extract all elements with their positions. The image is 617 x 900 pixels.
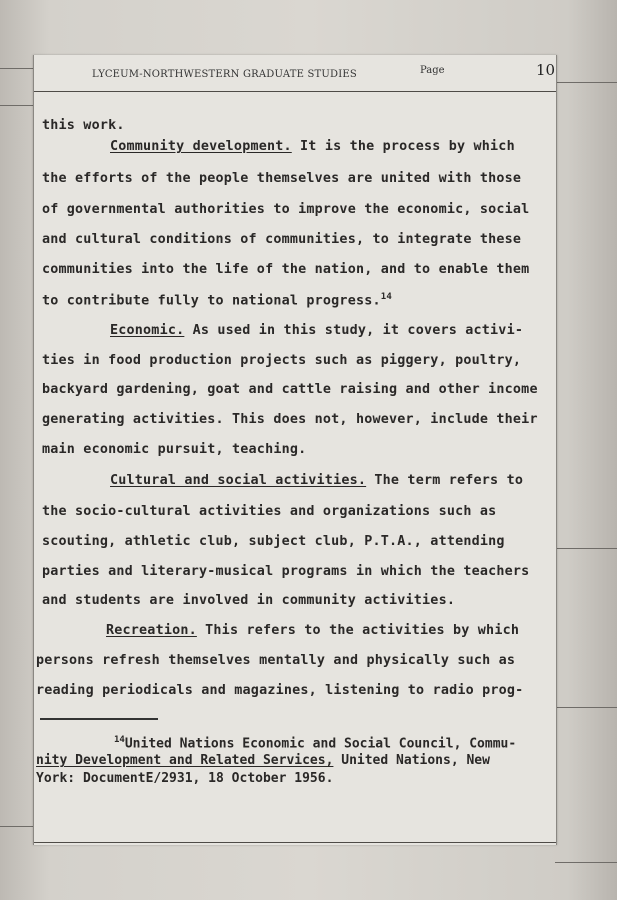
term-heading: Economic.	[110, 323, 185, 338]
header-rule	[34, 91, 556, 92]
body-line: the efforts of the people themselves are united with those	[42, 171, 522, 186]
body-text: to contribute fully to national progress.	[42, 293, 381, 309]
page-number: 10	[536, 61, 556, 79]
margin-line	[555, 548, 617, 549]
body-line: communities into the life of the nation, and to enable them	[42, 262, 530, 277]
footnote-text: United Nations Economic and Social Council, Commu-	[124, 736, 517, 752]
body-line: backyard gardening, goat and cattle raising and other income	[42, 382, 538, 397]
body-line: scouting, athletic club, subject club, P.T.A., attending	[42, 534, 505, 549]
body-line: main economic pursuit, teaching.	[42, 442, 307, 457]
margin-line	[0, 68, 33, 69]
term-heading: Recreation.	[106, 623, 197, 638]
body-line	[106, 623, 519, 638]
margin-line	[555, 82, 617, 83]
term-heading: Community development.	[110, 139, 292, 154]
footnote-mark: 14	[114, 735, 125, 745]
footnote-text: United Nations, New	[333, 753, 490, 768]
body-text: This refers to the activities by which	[196, 623, 520, 638]
body-text: It is the process by which	[291, 139, 515, 154]
footnote-separator	[40, 718, 158, 720]
header-title: LYCEUM-NORTHWESTERN GRADUATE STUDIES	[92, 69, 357, 80]
footnote-title: nity Development and Related Services,	[36, 753, 334, 768]
footnote-reference: 14	[380, 292, 392, 302]
body-line	[42, 292, 392, 308]
body-text: The term refers to	[366, 473, 524, 488]
margin-line	[555, 707, 617, 708]
body-line: of governmental authorities to improve the economic, social	[42, 202, 530, 217]
body-line: parties and literary-musical programs in which the teachers	[42, 564, 530, 579]
body-line: the socio-cultural activities and organizations such as	[42, 504, 497, 519]
header-page-label: Page	[420, 65, 445, 76]
bottom-rule	[34, 842, 556, 843]
body-line: persons refresh themselves mentally and physically such as	[36, 653, 516, 668]
body-text: As used in this study, it covers activi-	[184, 323, 524, 338]
margin-line	[555, 862, 617, 863]
body-line: and cultural conditions of communities, to integrate these	[42, 232, 522, 247]
body-line: reading periodicals and magazines, listening to radio prog-	[36, 683, 524, 698]
body-line: this work.	[42, 118, 125, 133]
footnote-line: York: DocumentE/2931, 18 October 1956.	[36, 771, 334, 786]
body-line	[110, 323, 523, 338]
footnote-line	[36, 753, 490, 768]
body-line	[110, 139, 515, 154]
footnote-line	[114, 735, 516, 751]
margin-line	[0, 826, 33, 827]
margin-line	[0, 105, 33, 106]
body-line: generating activities. This does not, however, include their	[42, 412, 538, 427]
body-line	[110, 473, 523, 488]
term-heading: Cultural and social activities.	[110, 473, 367, 488]
body-line: ties in food production projects such as piggery, poultry,	[42, 353, 522, 368]
body-line: and students are involved in community activities.	[42, 593, 456, 608]
document-page	[33, 55, 557, 845]
